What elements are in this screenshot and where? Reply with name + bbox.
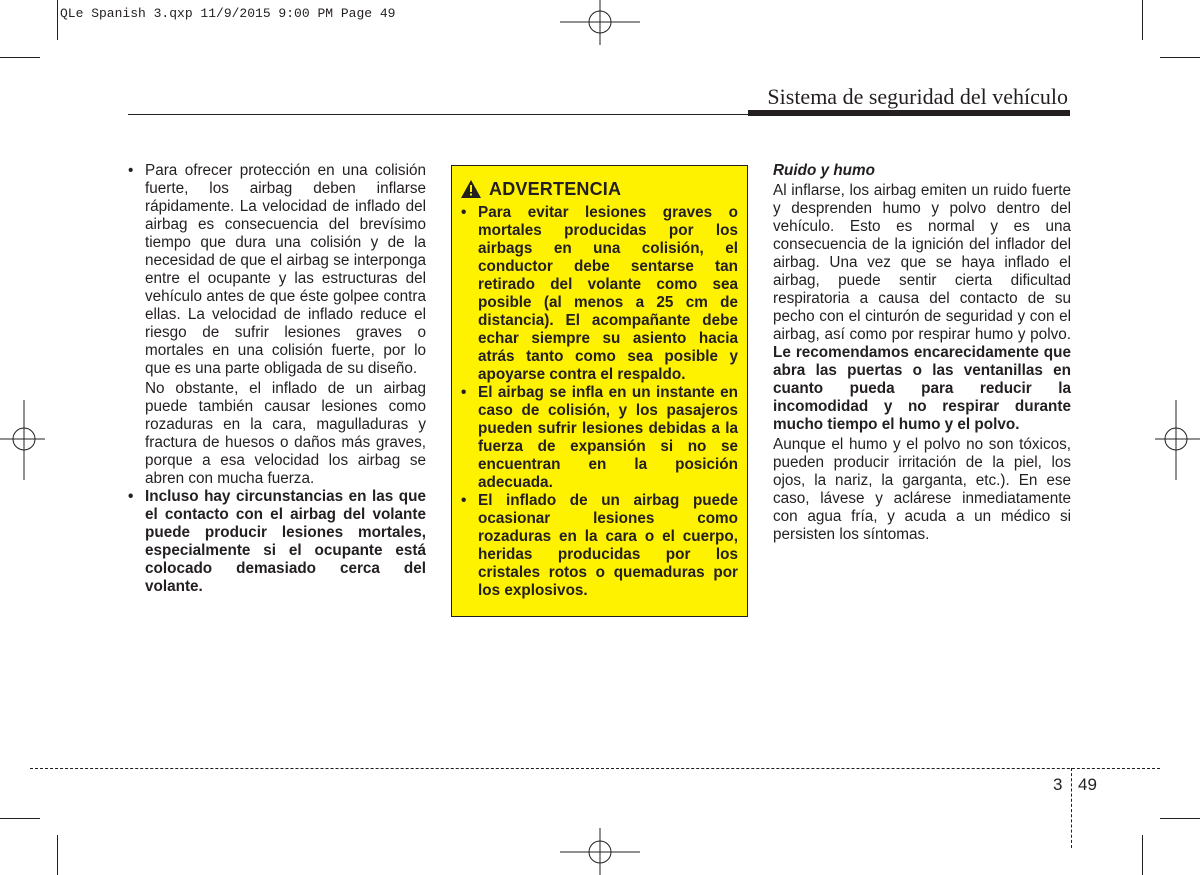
crop-mark-top-right-h (1160, 57, 1200, 58)
crop-mark-bottom-left-v (57, 835, 58, 875)
left-paragraph-injuries: No obstante, el inflado de un airbag puede también causar lesiones como rozaduras en la cara, magulladuras y fractura de huesos o daños más graves, porque a esa velocidad los airbag se abren con mucha fuerza. (145, 380, 426, 487)
crop-mark-top-left-v (57, 0, 58, 40)
warning-title (461, 178, 738, 200)
left-bullet-speed: • Para ofrecer protección en una colisión fuerte, los airbag deben inflarse rápidamente. La velocidad de inflado del airbag es consecuencia del brevísimo tiempo que dura una colisión y de la necesidad de que el airbag se interponga entre el ocupante y las estructuras del vehículo antes de que éste golpee contra ellas. La velocidad de inflado reduce el riesgo de sufrir lesiones graves o mortales en una colisión fuerte, por lo que es una parte obligada de su diseño. (128, 162, 426, 378)
page-number: 49 (1078, 775, 1097, 794)
left-column (128, 162, 426, 596)
crop-mark-bottom-right-h (1160, 818, 1200, 819)
warning-bullet-inflation-speed: • El airbag se infla en un instante en caso de colisión, y los pasajeros pueden sufrir lesiones debidas a la fuerza de expansión si no se encuentran en la posición adecuada. (461, 384, 738, 492)
crop-mark-top-left-h (0, 57, 40, 58)
registration-mark-left-icon (0, 400, 50, 480)
warning-bullet-seating-distance: • Para evitar lesiones graves o mortales producidas por los airbags en una colisión, el conductor debe sentarse tan retirado del volante como sea posible (al menos a 25 cm de distancia). El acompañante debe echar siempre su asiento hacia atrás tanto como sea posible y apoyarse contra el respaldo. (461, 204, 738, 384)
left-bullet-steering-wheel: • Incluso hay circunstancias en las que el contacto con el airbag del volante puede producir lesiones mortales, especialmente si el ocupante está colocado demasiado cerca del volante. (128, 488, 426, 596)
registration-mark-top-icon (560, 0, 640, 50)
noise-smoke-paragraph (773, 182, 1071, 434)
crop-mark-bottom-right-v (1142, 835, 1143, 875)
warning-box (451, 165, 748, 617)
footer-dashed-rule (30, 768, 1160, 769)
warning-title-text: ADVERTENCIA (489, 178, 622, 199)
noise-smoke-heading: Ruido y humo (773, 162, 875, 179)
registration-mark-right-icon (1150, 400, 1200, 480)
chapter-number: 3 (1053, 775, 1063, 794)
section-title: Sistema de seguridad del vehículo (767, 84, 1068, 109)
smoke-toxicity-paragraph: Aunque el humo y el polvo no son tóxicos, pueden producir irritación de la piel, los ojos, la nariz, la garganta, etc.). En ese caso, lávese y aclárese inmediatamente con agua fría, y acuda a un médico si persisten los síntomas. (773, 436, 1071, 543)
warning-bullet-inflation-injuries: • El inflado de un airbag puede ocasionar lesiones como rozaduras en la cara o el cuerpo, heridas producidas por los cristales rotos o quemaduras por los explosivos. (461, 492, 738, 600)
noise-smoke-text: Al inflarse, los airbag emiten un ruido fuerte y desprenden humo y polvo dentro del vehículo. Esto es normal y es una consecuencia de la ignición del inflador del airbag. Una vez que se haya inflado el airbag, puede sentir cierta dificultad respiratoria a causa del contacto de su pecho con el cinturón de seguridad y con el airbag, así como por respirar humo y polvo. (773, 182, 1071, 343)
print-slug: QLe Spanish 3.qxp 11/9/2015 9:00 PM Page 49 (60, 6, 396, 21)
noise-smoke-recommendation: Le recomendamos encarecidamente que abra las puertas o las ventanillas en cuanto pueda para reducir la incomodidad y no respirar durante mucho tiempo el humo y el polvo. (773, 344, 1071, 433)
header-rule-thick (748, 110, 1070, 116)
crop-mark-bottom-left-h (0, 818, 40, 819)
header-rule-thin (128, 114, 748, 115)
registration-mark-bottom-icon (560, 828, 640, 875)
crop-mark-top-right-v (1142, 0, 1143, 40)
right-column (773, 162, 1071, 546)
warning-triangle-icon (461, 180, 481, 198)
footer-dashed-divider (1071, 768, 1072, 848)
